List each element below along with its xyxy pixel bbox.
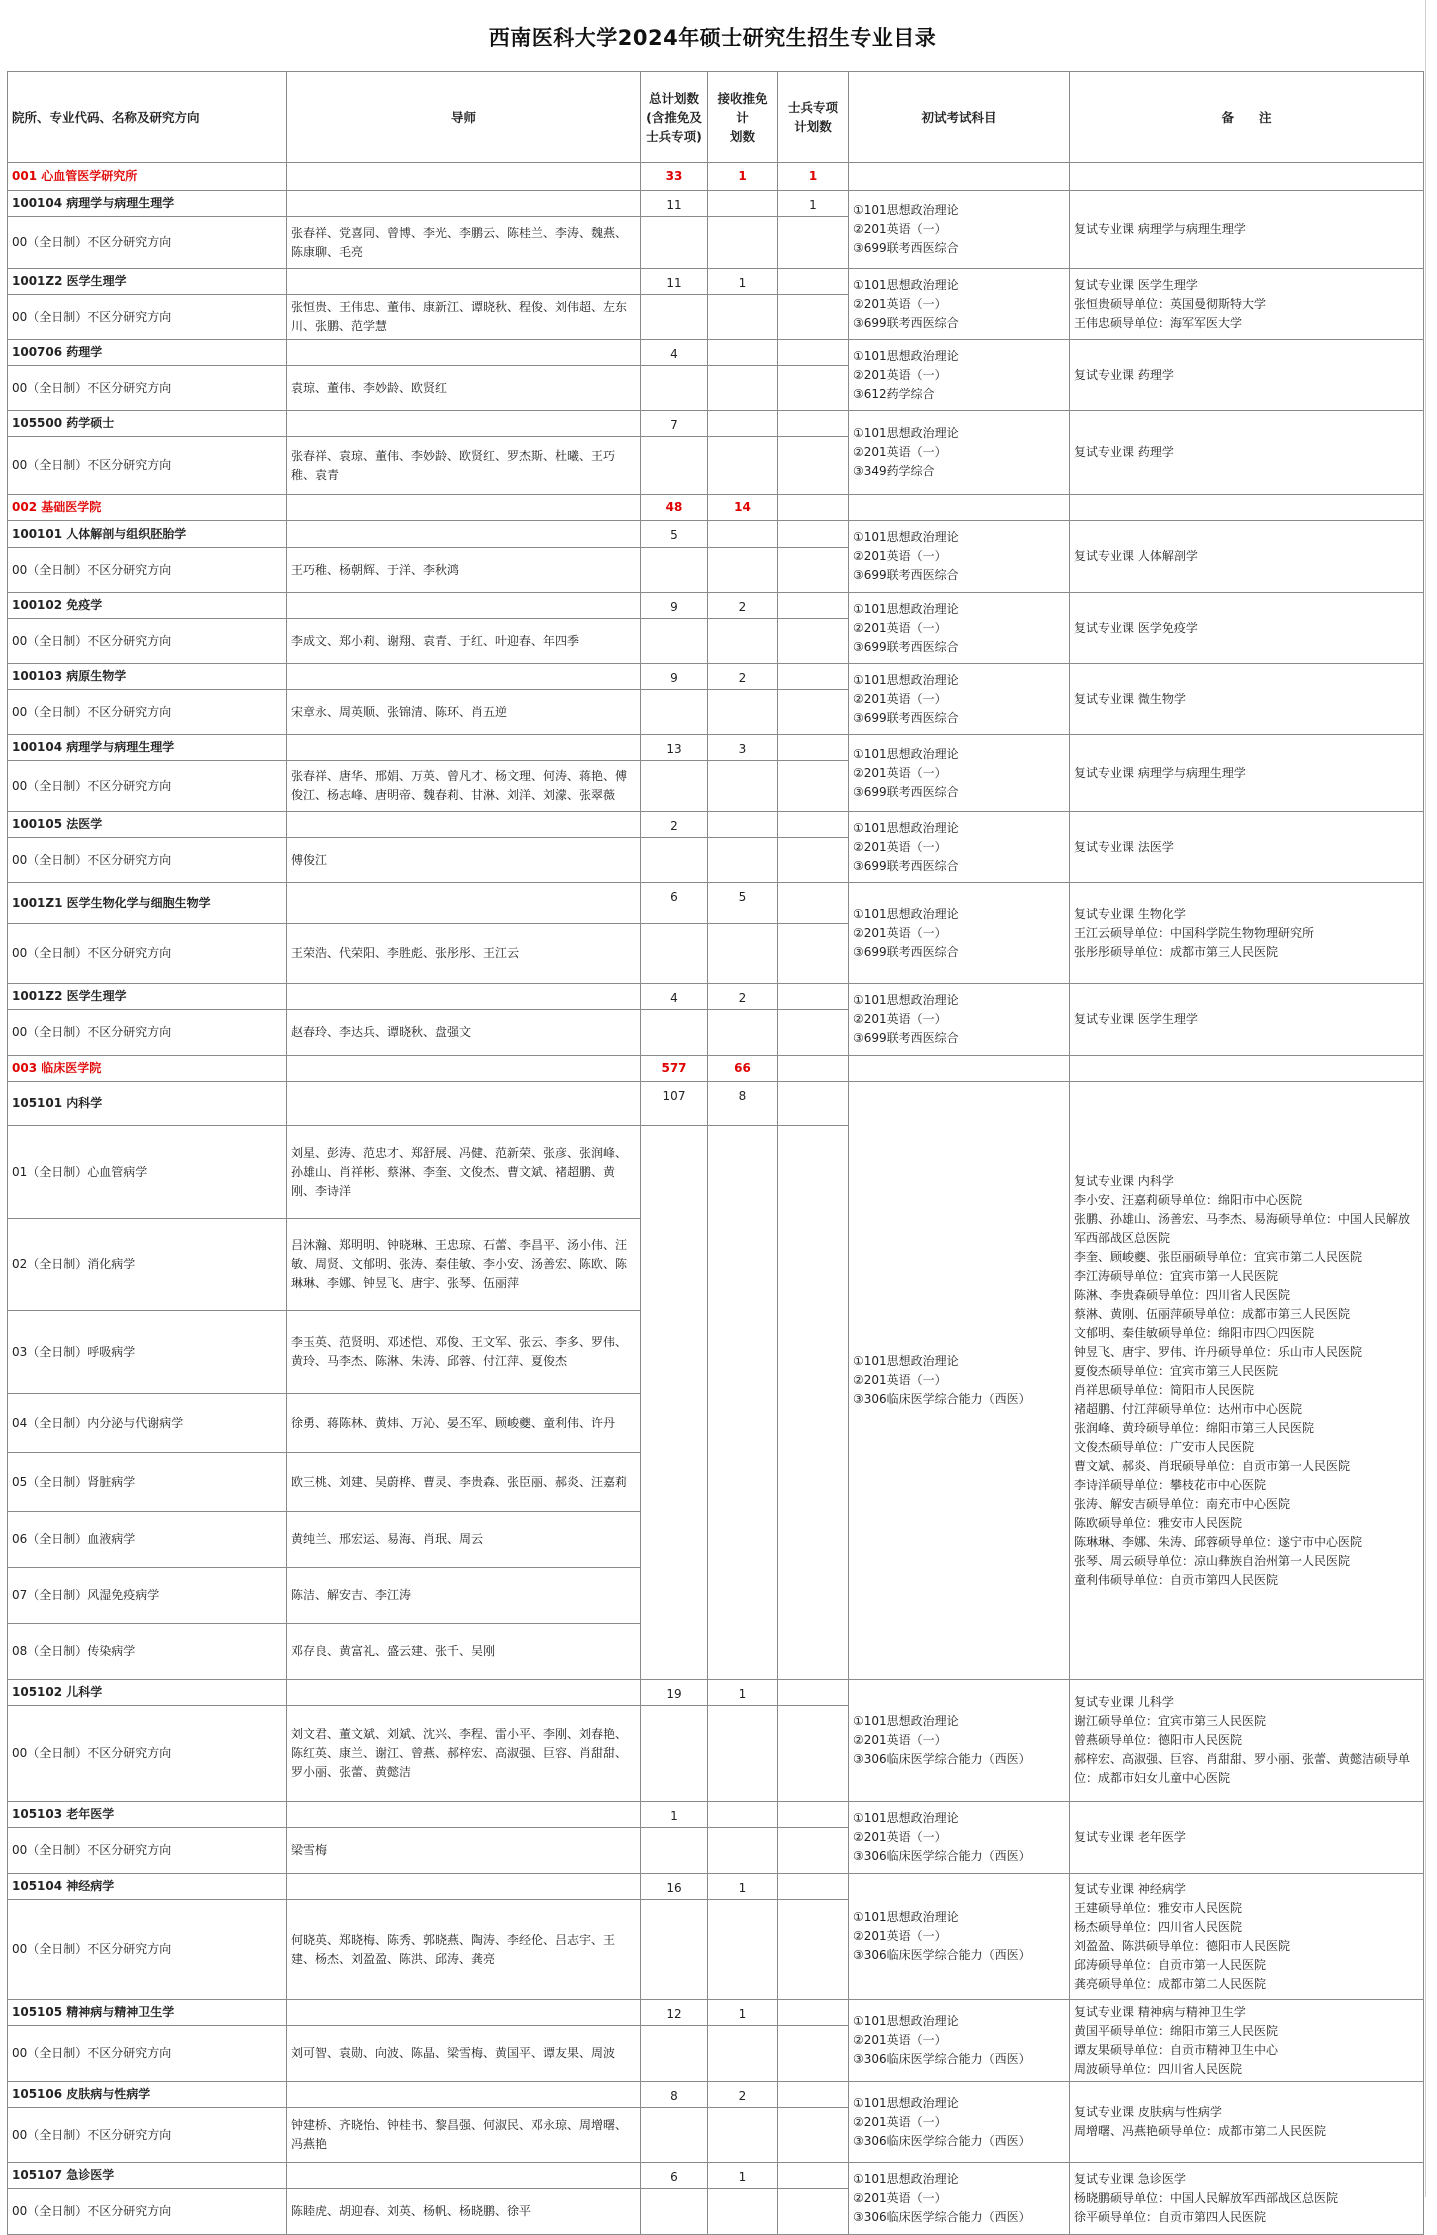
cell-soldier (778, 2163, 849, 2189)
program-row (8, 812, 1424, 838)
program-row (8, 883, 1424, 924)
cell-total-blank (641, 924, 708, 984)
cell-supervisors: 王巧稚、杨朝辉、于洋、李秋鸿 (287, 548, 641, 593)
cell-supervisors: 张春祥、党喜同、曾博、李光、李鹏云、陈桂兰、李涛、魏燕、陈康聊、毛亮 (287, 217, 641, 269)
cell-exam: ①101思想政治理论 ②201英语（一） ③306临床医学综合能力（西医） (849, 1680, 1070, 1802)
cell-supervisor (287, 411, 641, 437)
cell-total-blank (641, 1828, 708, 1874)
cell-supervisors: 赵春玲、李达兵、谭晓秋、盘强文 (287, 1010, 641, 1056)
cell-supervisor (287, 1082, 641, 1126)
cell-exempt-blank (708, 1706, 778, 1802)
cell-remark: 复试专业课 医学生理学 (1070, 984, 1424, 1056)
cell-total-blank (641, 761, 708, 812)
cell-exempt (708, 191, 778, 217)
cell-remark: 复试专业课 老年医学 (1070, 1802, 1424, 1874)
cell-total: 4 (641, 340, 708, 366)
cell-supervisor (287, 521, 641, 548)
cell-supervisor (287, 883, 641, 924)
cell-soldier (778, 2082, 849, 2108)
cell-exempt-blank (708, 619, 778, 664)
cell-supervisors: 李玉英、范贤明、邓述恺、邓俊、王文军、张云、李多、罗伟、黄玲、马李杰、陈淋、朱涛、邱蓉、付江萍、夏俊杰 (287, 1311, 641, 1394)
cell-direction: 06（全日制）血液病学 (8, 1512, 287, 1568)
cell-soldier (778, 883, 849, 924)
department-row (8, 495, 1424, 521)
cell-exempt: 1 (708, 2000, 778, 2026)
cell-total-blank (641, 1126, 708, 1680)
cell-direction: 00（全日制）不区分研究方向 (8, 690, 287, 735)
cell-program: 105103 老年医学 (8, 1802, 287, 1828)
cell-exempt-blank (708, 2026, 778, 2082)
cell-direction: 00（全日制）不区分研究方向 (8, 366, 287, 411)
cell-exempt-blank (708, 1010, 778, 1056)
program-row (8, 664, 1424, 690)
cell-remark: 复试专业课 生物化学 王江云硕导单位：中国科学院生物物理研究所 张彤彤硕导单位：成都市第三人民医院 (1070, 883, 1424, 984)
cell-remark: 复试专业课 医学免疫学 (1070, 593, 1424, 664)
cell-supervisor (287, 593, 641, 619)
cell-exam: ①101思想政治理论 ②201英语（一） ③699联考西医综合 (849, 883, 1070, 984)
cell-supervisors: 宋章永、周英顺、张锦清、陈环、肖五逆 (287, 690, 641, 735)
program-row (8, 593, 1424, 619)
cell-supervisors: 徐勇、蒋陈林、黄炜、万沁、晏丕军、顾峻夔、童利伟、许丹 (287, 1394, 641, 1453)
cell-exempt: 5 (708, 883, 778, 924)
cell-soldier-blank (778, 690, 849, 735)
program-row (8, 521, 1424, 548)
cell-soldier-blank (778, 761, 849, 812)
cell-exempt: 2 (708, 593, 778, 619)
cell-remark: 复试专业课 儿科学 谢江硕导单位：宜宾市第三人民医院 曾燕硕导单位：德阳市人民医院 郝梓宏、高淑强、巨容、肖甜甜、罗小丽、张蕾、黄懿洁硕导单位：成都市妇女儿童中心医院 (1070, 1680, 1424, 1802)
cell-exempt-blank (708, 1126, 778, 1680)
cell-exempt (708, 521, 778, 548)
program-row (8, 191, 1424, 217)
cell-program: 100103 病原生物学 (8, 664, 287, 690)
cell-direction: 00（全日制）不区分研究方向 (8, 2189, 287, 2235)
header-soldier-plan: 士兵专项 计划数 (778, 72, 849, 163)
cell-supervisor (287, 2000, 641, 2026)
cell-soldier-blank (778, 548, 849, 593)
cell-program: 105104 神经病学 (8, 1874, 287, 1900)
program-row (8, 1874, 1424, 1900)
header-exempt-plan: 接收推免计 划数 (708, 72, 778, 163)
cell-soldier-blank (778, 295, 849, 340)
cell-exam: ①101思想政治理论 ②201英语（一） ③699联考西医综合 (849, 521, 1070, 593)
cell-supervisors: 刘星、彭涛、范忠才、郑舒展、冯健、范新荣、张彦、张润峰、孙雄山、肖祥彬、蔡淋、李奎、文俊杰、曹文斌、褚超鹏、黄刚、李诗洋 (287, 1126, 641, 1219)
cell-supervisor (287, 163, 641, 191)
cell-direction: 00（全日制）不区分研究方向 (8, 2108, 287, 2163)
cell-total: 33 (641, 163, 708, 191)
cell-total-blank (641, 838, 708, 883)
cell-exempt-blank (708, 1828, 778, 1874)
cell-remark: 复试专业课 药理学 (1070, 411, 1424, 495)
cell-soldier-blank (778, 1900, 849, 2000)
cell-direction: 00（全日制）不区分研究方向 (8, 924, 287, 984)
cell-remark: 复试专业课 病理学与病理生理学 (1070, 191, 1424, 269)
cell-exam: ①101思想政治理论 ②201英语（一） ③699联考西医综合 (849, 593, 1070, 664)
cell-remark: 复试专业课 法医学 (1070, 812, 1424, 883)
cell-direction: 00（全日制）不区分研究方向 (8, 838, 287, 883)
cell-soldier-blank (778, 924, 849, 984)
cell-remark: 复试专业课 神经病学 王建硕导单位：雅安市人民医院 杨杰硕导单位：四川省人民医院 刘盈盈、陈洪硕导单位：德阳市人民医院 邱涛硕导单位：自贡市第一人民医院 龚亮硕导单位：成都市第二人民医院 (1070, 1874, 1424, 2000)
cell-total: 6 (641, 883, 708, 924)
cell-exam: ①101思想政治理论 ②201英语（一） ③699联考西医综合 (849, 269, 1070, 340)
cell-supervisors: 陈睦虎、胡迎春、刘英、杨帆、杨晓鹏、徐平 (287, 2189, 641, 2235)
cell-soldier-blank (778, 2026, 849, 2082)
header-program: 院所、专业代码、名称及研究方向 (8, 72, 287, 163)
cell-soldier-blank (778, 838, 849, 883)
cell-total: 8 (641, 2082, 708, 2108)
cell-program: 100102 免疫学 (8, 593, 287, 619)
cell-direction: 00（全日制）不区分研究方向 (8, 1828, 287, 1874)
cell-direction: 00（全日制）不区分研究方向 (8, 217, 287, 269)
cell-supervisors: 黄纯兰、邢宏运、易海、肖珉、周云 (287, 1512, 641, 1568)
cell-direction: 07（全日制）风湿免疫病学 (8, 1568, 287, 1624)
cell-supervisors: 王荣浩、代荣阳、李胜彪、张彤彤、王江云 (287, 924, 641, 984)
cell-supervisor (287, 1056, 641, 1082)
cell-program: 001 心血管医学研究所 (8, 163, 287, 191)
cell-soldier-blank (778, 1706, 849, 1802)
cell-total-blank (641, 366, 708, 411)
cell-exam: ①101思想政治理论 ②201英语（一） ③306临床医学综合能力（西医） (849, 1082, 1070, 1680)
cell-program: 100104 病理学与病理生理学 (8, 191, 287, 217)
cell-exempt: 3 (708, 735, 778, 761)
cell-total: 13 (641, 735, 708, 761)
cell-total-blank (641, 1900, 708, 2000)
cell-program: 105106 皮肤病与性病学 (8, 2082, 287, 2108)
cell-exam: ①101思想政治理论 ②201英语（一） ③699联考西医综合 (849, 984, 1070, 1056)
cell-supervisor (287, 191, 641, 217)
program-row (8, 2163, 1424, 2189)
cell-exempt-blank (708, 437, 778, 495)
cell-exempt-blank (708, 366, 778, 411)
cell-total-blank (641, 437, 708, 495)
cell-total: 48 (641, 495, 708, 521)
cell-supervisor (287, 1680, 641, 1706)
cell-exempt: 2 (708, 984, 778, 1010)
cell-soldier-blank (778, 2189, 849, 2235)
cell-remark: 复试专业课 急诊医学 杨晓鹏硕导单位：中国人民解放军西部战区总医院 徐平硕导单位：自贡市第四人民医院 (1070, 2163, 1424, 2235)
cell-soldier (778, 521, 849, 548)
cell-soldier: 1 (778, 163, 849, 191)
cell-exam: ①101思想政治理论 ②201英语（一） ③699联考西医综合 (849, 191, 1070, 269)
cell-program: 1001Z2 医学生理学 (8, 269, 287, 295)
cell-soldier (778, 735, 849, 761)
cell-soldier (778, 1056, 849, 1082)
cell-exam (849, 1056, 1070, 1082)
cell-supervisors: 张春祥、唐华、邢娟、万英、曾凡才、杨文理、何涛、蒋艳、傅俊江、杨志峰、唐明帝、魏春莉、甘淋、刘洋、刘濛、张翠薇 (287, 761, 641, 812)
cell-exempt: 1 (708, 1874, 778, 1900)
header-exam-subjects: 初试考试科目 (849, 72, 1070, 163)
cell-remark: 复试专业课 药理学 (1070, 340, 1424, 411)
cell-program: 105500 药学硕士 (8, 411, 287, 437)
cell-soldier-blank (778, 1828, 849, 1874)
cell-direction: 00（全日制）不区分研究方向 (8, 295, 287, 340)
cell-supervisor (287, 340, 641, 366)
cell-exempt: 8 (708, 1082, 778, 1126)
program-row (8, 1680, 1424, 1706)
cell-exempt-blank (708, 838, 778, 883)
program-row (8, 340, 1424, 366)
cell-remark: 复试专业课 精神病与精神卫生学 黄国平硕导单位：绵阳市第三人民医院 谭友果硕导单位：自贡市精神卫生中心 周波硕导单位：四川省人民医院 (1070, 2000, 1424, 2082)
cell-soldier (778, 984, 849, 1010)
cell-supervisors: 陈洁、解安吉、李江涛 (287, 1568, 641, 1624)
cell-program: 100105 法医学 (8, 812, 287, 838)
cell-total: 7 (641, 411, 708, 437)
cell-program: 105102 儿科学 (8, 1680, 287, 1706)
cell-exempt (708, 411, 778, 437)
program-row (8, 735, 1424, 761)
header-remarks: 备 注 (1070, 72, 1424, 163)
cell-supervisors: 刘文君、董文斌、刘斌、沈兴、李程、雷小平、李刚、刘春艳、陈红英、康兰、谢江、曾燕、郝梓宏、高淑强、巨容、肖甜甜、罗小丽、张蕾、黄懿洁 (287, 1706, 641, 1802)
cell-exempt-blank (708, 690, 778, 735)
cell-total: 2 (641, 812, 708, 838)
cell-direction: 08（全日制）传染病学 (8, 1624, 287, 1680)
cell-program: 003 临床医学院 (8, 1056, 287, 1082)
header-total-plan: 总计划数 (含推免及 士兵专项) (641, 72, 708, 163)
cell-soldier: 1 (778, 191, 849, 217)
cell-exempt: 1 (708, 1680, 778, 1706)
cell-exam: ①101思想政治理论 ②201英语（一） ③306临床医学综合能力（西医） (849, 1874, 1070, 2000)
cell-soldier (778, 1680, 849, 1706)
cell-exempt (708, 812, 778, 838)
program-row (8, 2000, 1424, 2026)
cell-remark (1070, 1056, 1424, 1082)
cell-soldier (778, 411, 849, 437)
cell-total-blank (641, 2108, 708, 2163)
program-row (8, 269, 1424, 295)
cell-program: 002 基础医学院 (8, 495, 287, 521)
cell-exempt (708, 340, 778, 366)
cell-total: 1 (641, 1802, 708, 1828)
cell-exempt-blank (708, 217, 778, 269)
cell-total-blank (641, 295, 708, 340)
cell-direction: 00（全日制）不区分研究方向 (8, 619, 287, 664)
cell-exempt: 1 (708, 2163, 778, 2189)
program-row (8, 1802, 1424, 1828)
cell-direction: 00（全日制）不区分研究方向 (8, 1010, 287, 1056)
cell-supervisor (287, 495, 641, 521)
cell-total-blank (641, 2189, 708, 2235)
cell-soldier (778, 812, 849, 838)
cell-total-blank (641, 217, 708, 269)
header-supervisor: 导师 (287, 72, 641, 163)
cell-supervisors: 李成文、郑小莉、谢翔、袁青、于红、叶迎春、年四季 (287, 619, 641, 664)
cell-total: 4 (641, 984, 708, 1010)
cell-exam: ①101思想政治理论 ②201英语（一） ③699联考西医综合 (849, 664, 1070, 735)
cell-supervisor (287, 1874, 641, 1900)
program-row (8, 2082, 1424, 2108)
cell-remark: 复试专业课 内科学 李小安、汪嘉莉硕导单位：绵阳市中心医院 张鹏、孙雄山、汤善宏、马李杰、易海硕导单位：中国人民解放军西部战区总医院 李奎、顾峻夔、张臣丽硕导单位：宜宾市第二人民医院 李江涛硕导单位：宜宾市第一人民医院 陈淋、李贵森硕导单位：四川省人民医院 蔡淋、黄刚、伍丽萍硕导单位：成都市第三人民医院 文郁明、秦佳敏硕导单位：绵阳市四〇四医院 钟昱飞、唐宇、罗伟、许丹硕导单位：乐山市人民医院 夏俊杰硕导单位：宜宾市第三人民医院 肖祥思硕导单位：简阳市人民医院 褚超鹏、付江萍硕导单位：达州市中心医院 张润峰、黄玲硕导单位：绵阳市第三人民医院 文俊杰硕导单位：广安市人民医院 曹文斌、郝炎、肖珉硕导单位：自贡市第一人民医院 李诗洋硕导单位：攀枝花市中心医院 张涛、解安吉硕导单位：南充市中心医院 陈欧硕导单位：雅安市人民医院 陈琳琳、李娜、朱涛、邱蓉硕导单位：遂宁市中心医院 张琴、周云硕导单位：凉山彝族自治州第一人民医院 童利伟硕导单位：自贡市第四人民医院 (1070, 1082, 1424, 1680)
cell-total: 11 (641, 191, 708, 217)
cell-soldier (778, 1082, 849, 1126)
cell-program: 100104 病理学与病理生理学 (8, 735, 287, 761)
cell-exam (849, 163, 1070, 191)
cell-exam: ①101思想政治理论 ②201英语（一） ③306临床医学综合能力（西医） (849, 2000, 1070, 2082)
cell-total: 16 (641, 1874, 708, 1900)
cell-remark: 复试专业课 病理学与病理生理学 (1070, 735, 1424, 812)
cell-soldier-blank (778, 217, 849, 269)
cell-remark (1070, 163, 1424, 191)
cell-total-blank (641, 1010, 708, 1056)
cell-supervisor (287, 984, 641, 1010)
cell-remark: 复试专业课 人体解剖学 (1070, 521, 1424, 593)
program-row (8, 984, 1424, 1010)
cell-supervisors: 张恒贵、王伟忠、董伟、康新江、谭晓秋、程俊、刘伟超、左东川、张鹏、范学慧 (287, 295, 641, 340)
cell-remark (1070, 495, 1424, 521)
cell-exempt: 66 (708, 1056, 778, 1082)
cell-exempt (708, 1802, 778, 1828)
cell-remark: 复试专业课 皮肤病与性病学 周增曙、冯燕艳硕导单位：成都市第二人民医院 (1070, 2082, 1424, 2163)
cell-exempt-blank (708, 295, 778, 340)
cell-total: 577 (641, 1056, 708, 1082)
department-row (8, 163, 1424, 191)
cell-direction: 00（全日制）不区分研究方向 (8, 548, 287, 593)
cell-exempt: 2 (708, 664, 778, 690)
cell-program: 1001Z1 医学生物化学与细胞生物学 (8, 883, 287, 924)
cell-remark: 复试专业课 医学生理学 张恒贵硕导单位：英国曼彻斯特大学 王伟忠硕导单位：海军军医大学 (1070, 269, 1424, 340)
header-row (8, 72, 1424, 163)
cell-total-blank (641, 548, 708, 593)
cell-soldier (778, 1874, 849, 1900)
cell-soldier (778, 664, 849, 690)
cell-program: 105105 精神病与精神卫生学 (8, 2000, 287, 2026)
cell-total: 107 (641, 1082, 708, 1126)
cell-soldier-blank (778, 1010, 849, 1056)
department-row (8, 1056, 1424, 1082)
cell-soldier (778, 593, 849, 619)
cell-exempt-blank (708, 2108, 778, 2163)
cell-exempt-blank (708, 548, 778, 593)
cell-total: 19 (641, 1680, 708, 1706)
cell-program: 105101 内科学 (8, 1082, 287, 1126)
catalog-table (7, 71, 1423, 2224)
cell-exempt-blank (708, 761, 778, 812)
cell-direction: 03（全日制）呼吸病学 (8, 1311, 287, 1394)
cell-direction: 00（全日制）不区分研究方向 (8, 1706, 287, 1802)
cell-program: 1001Z2 医学生理学 (8, 984, 287, 1010)
cell-total: 9 (641, 664, 708, 690)
cell-exempt: 1 (708, 269, 778, 295)
cell-total: 9 (641, 593, 708, 619)
cell-program: 100706 药理学 (8, 340, 287, 366)
cell-supervisor (287, 664, 641, 690)
cell-supervisors: 张春祥、袁琼、董伟、李妙龄、欧贤红、罗杰斯、杜曦、王巧稚、袁青 (287, 437, 641, 495)
cell-program: 105107 急诊医学 (8, 2163, 287, 2189)
cell-exam: ①101思想政治理论 ②201英语（一） ③699联考西医综合 (849, 735, 1070, 812)
cell-soldier-blank (778, 366, 849, 411)
cell-exempt: 14 (708, 495, 778, 521)
cell-total-blank (641, 619, 708, 664)
cell-exam: ①101思想政治理论 ②201英语（一） ③699联考西医综合 (849, 812, 1070, 883)
cell-exempt-blank (708, 2189, 778, 2235)
cell-direction: 02（全日制）消化病学 (8, 1219, 287, 1311)
cell-soldier-blank (778, 437, 849, 495)
cell-exam: ①101思想政治理论 ②201英语（一） ③612药学综合 (849, 340, 1070, 411)
cell-supervisors: 钟建桥、齐晓怡、钟桂书、黎昌强、何淑民、邓永琼、周增曙、冯燕艳 (287, 2108, 641, 2163)
cell-supervisors: 欧三桃、刘建、吴蔚桦、曹灵、李贵森、张臣丽、郝炎、汪嘉莉 (287, 1453, 641, 1512)
sheet-edge (1425, 0, 1437, 2197)
cell-soldier (778, 269, 849, 295)
cell-direction: 05（全日制）肾脏病学 (8, 1453, 287, 1512)
cell-exempt: 2 (708, 2082, 778, 2108)
cell-soldier (778, 2000, 849, 2026)
cell-total: 12 (641, 2000, 708, 2026)
cell-supervisors: 袁琼、董伟、李妙龄、欧贤红 (287, 366, 641, 411)
cell-supervisor (287, 269, 641, 295)
cell-total: 6 (641, 2163, 708, 2189)
cell-exam (849, 495, 1070, 521)
cell-supervisors: 梁雪梅 (287, 1828, 641, 1874)
cell-soldier-blank (778, 1126, 849, 1680)
cell-supervisor (287, 812, 641, 838)
cell-exam: ①101思想政治理论 ②201英语（一） ③349药学综合 (849, 411, 1070, 495)
cell-supervisor (287, 735, 641, 761)
cell-exempt-blank (708, 1900, 778, 2000)
cell-exam: ①101思想政治理论 ②201英语（一） ③306临床医学综合能力（西医） (849, 1802, 1070, 1874)
cell-exempt-blank (708, 924, 778, 984)
cell-soldier-blank (778, 619, 849, 664)
cell-supervisors: 邓存良、黄富礼、盛云建、张千、吴刚 (287, 1624, 641, 1680)
program-row (8, 411, 1424, 437)
cell-supervisors: 刘可智、袁勋、向波、陈晶、梁雪梅、黄国平、谭友果、周波 (287, 2026, 641, 2082)
cell-direction: 00（全日制）不区分研究方向 (8, 1900, 287, 2000)
cell-direction: 00（全日制）不区分研究方向 (8, 761, 287, 812)
cell-supervisors: 傅俊江 (287, 838, 641, 883)
cell-direction: 00（全日制）不区分研究方向 (8, 2026, 287, 2082)
cell-soldier-blank (778, 2108, 849, 2163)
page-title: 西南医科大学2024年硕士研究生招生专业目录 (488, 26, 937, 50)
cell-total-blank (641, 690, 708, 735)
cell-exam: ①101思想政治理论 ②201英语（一） ③306临床医学综合能力（西医） (849, 2082, 1070, 2163)
cell-program: 100101 人体解剖与组织胚胎学 (8, 521, 287, 548)
cell-supervisor (287, 2082, 641, 2108)
cell-supervisors: 何晓英、郑晓梅、陈秀、郭晓燕、陶涛、李经伦、吕志宇、王建、杨杰、刘盈盈、陈洪、邱涛、龚亮 (287, 1900, 641, 2000)
cell-direction: 01（全日制）心血管病学 (8, 1126, 287, 1219)
cell-total: 11 (641, 269, 708, 295)
cell-remark: 复试专业课 微生物学 (1070, 664, 1424, 735)
program-row (8, 1082, 1424, 1126)
cell-total: 5 (641, 521, 708, 548)
cell-supervisor (287, 1802, 641, 1828)
cell-exam: ①101思想政治理论 ②201英语（一） ③306临床医学综合能力（西医） (849, 2163, 1070, 2235)
cell-total-blank (641, 2026, 708, 2082)
cell-supervisors: 吕沐瀚、郑明明、钟晓琳、王忠琼、石蕾、李昌平、汤小伟、汪敏、周贤、文郁明、张涛、秦佳敏、李小安、汤善宏、陈欧、陈琳琳、李娜、钟昱飞、唐宇、张琴、伍丽萍 (287, 1219, 641, 1311)
cell-supervisor (287, 2163, 641, 2189)
cell-soldier (778, 495, 849, 521)
cell-soldier (778, 340, 849, 366)
cell-total-blank (641, 1706, 708, 1802)
cell-soldier (778, 1802, 849, 1828)
cell-direction: 00（全日制）不区分研究方向 (8, 437, 287, 495)
cell-direction: 04（全日制）内分泌与代谢病学 (8, 1394, 287, 1453)
cell-exempt: 1 (708, 163, 778, 191)
